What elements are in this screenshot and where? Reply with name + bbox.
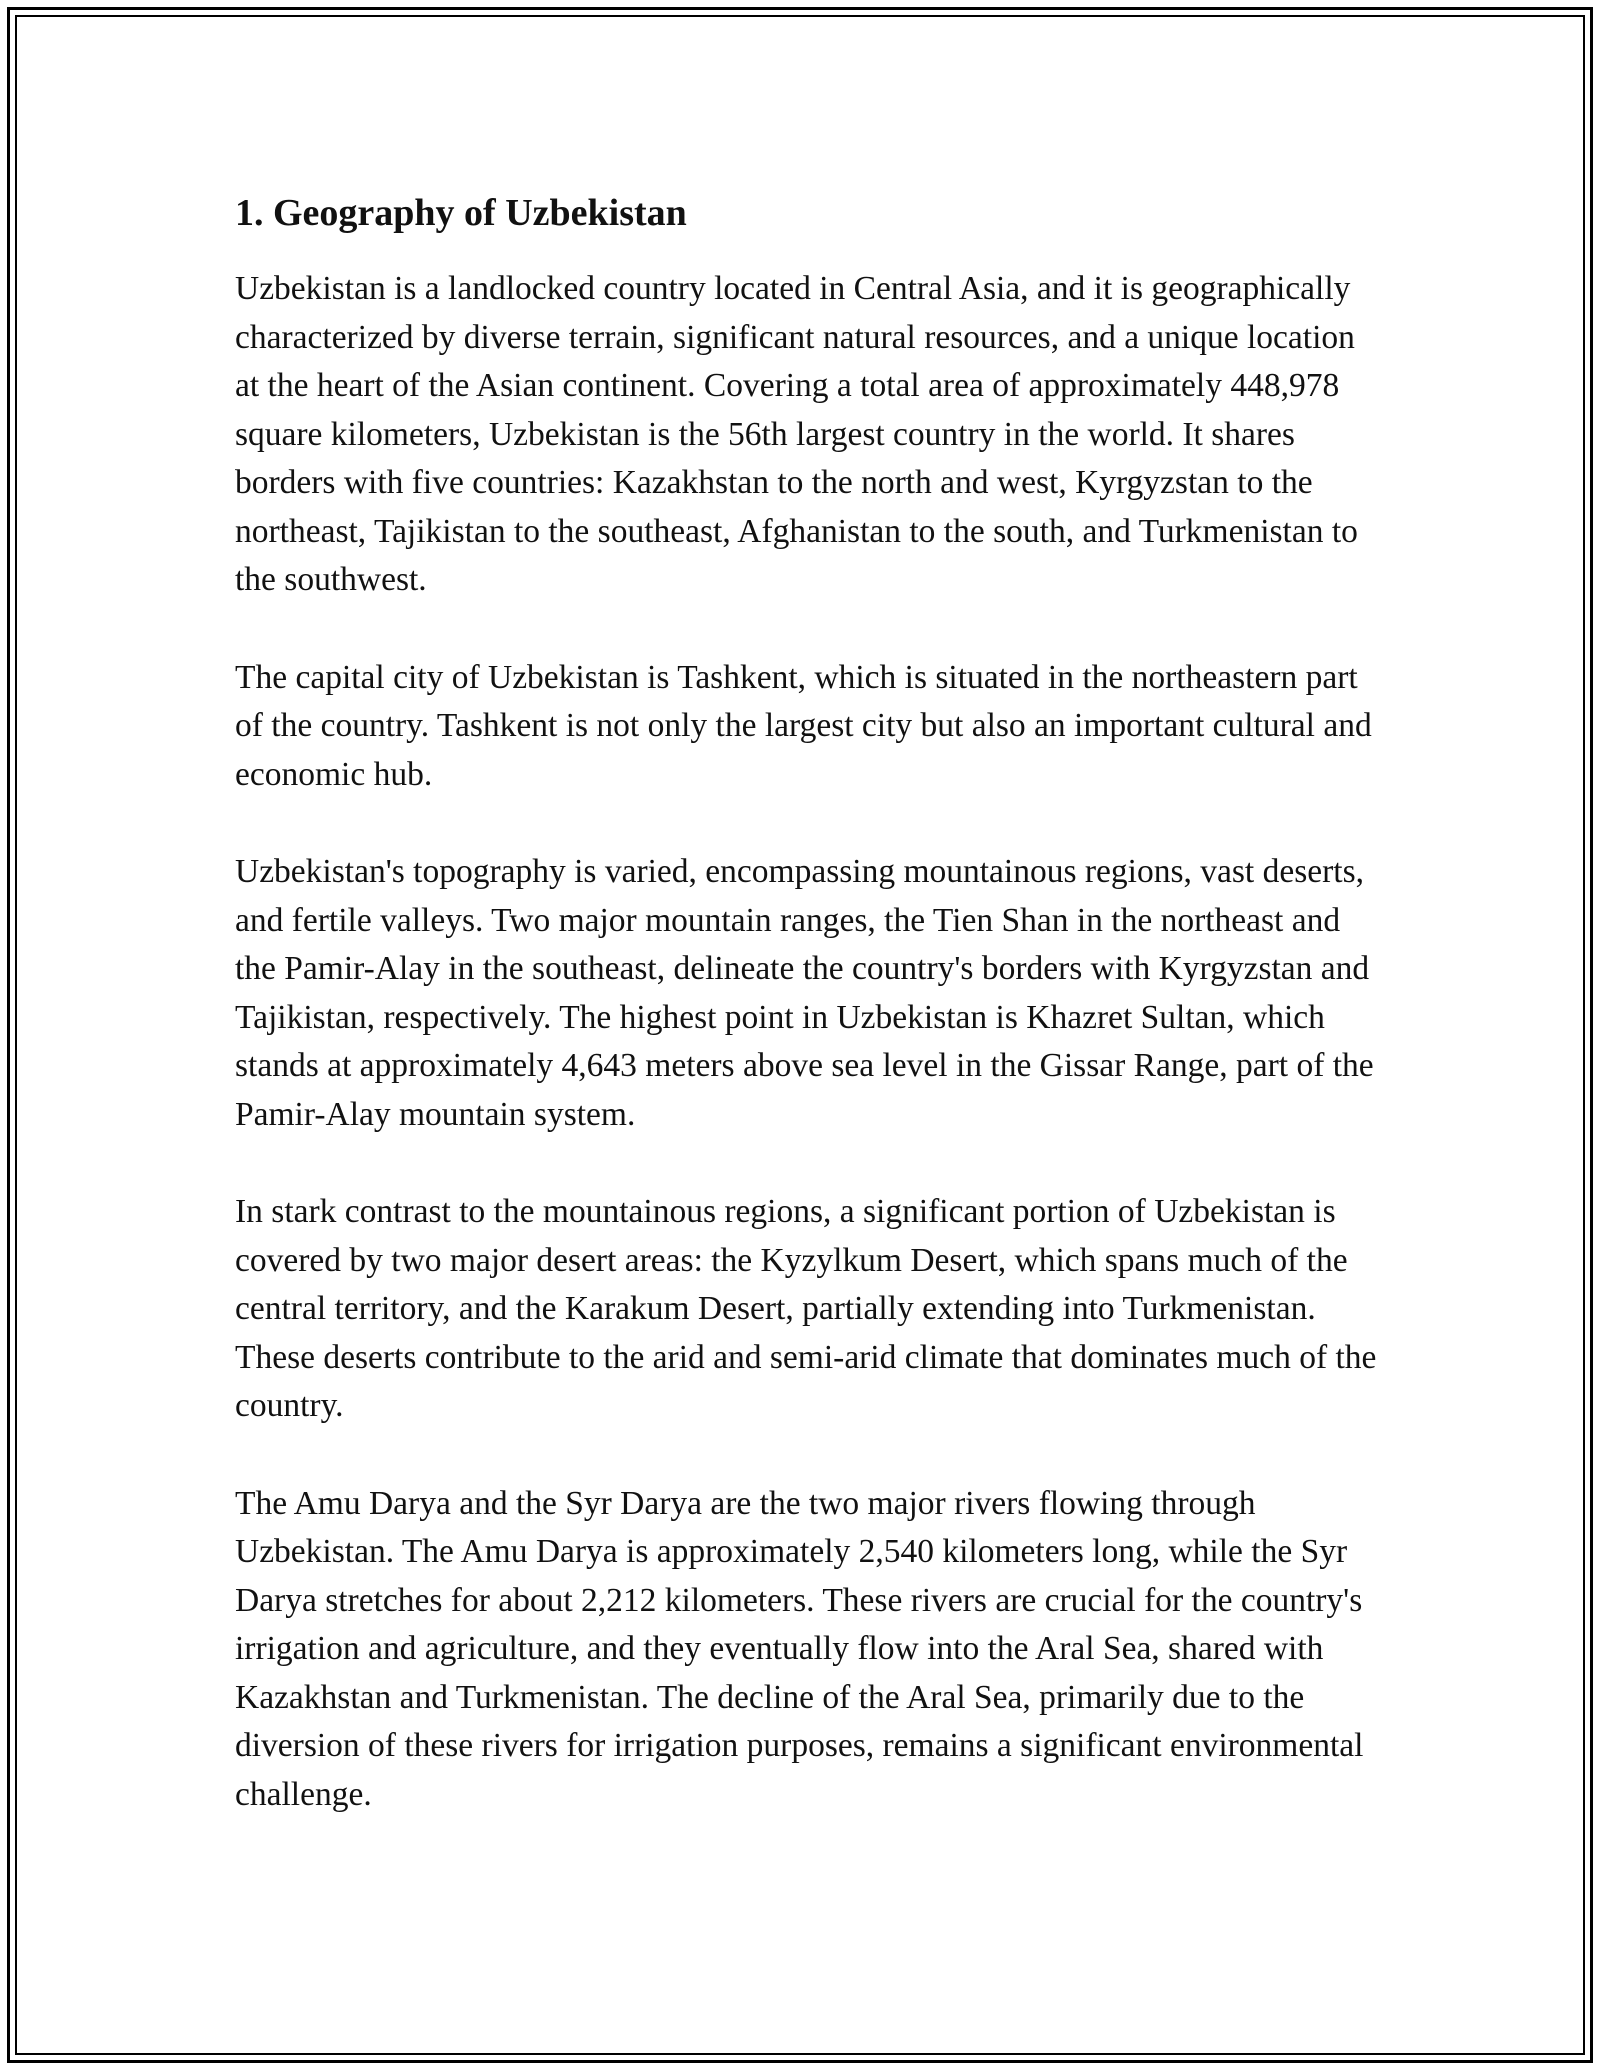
paragraph-overview: Uzbekistan is a landlocked country located in Central Asia, and it is geographically characterized by diverse terrain, significant natural resources, and a unique location at the heart of the Asian continent. Covering a total area of approximately 448,978 square kilometers, Uzbekistan is the 56th largest country in the world. It shares borders with five countries: Kazakhstan to the north and west, Kyrgyzstan to the northeast, Tajikistan to the southeast, Afghanistan to the south, and Turkmenistan to the southwest. (235, 270, 1358, 598)
paragraph-capital: The capital city of Uzbekistan is Tashkent, which is situated in the northeastern part of the country. Tashkent is not only the largest city but also an important cultural and economic hub. (235, 658, 1372, 793)
document-body (235, 183, 1385, 1868)
paragraph-rivers: The Amu Darya and the Syr Darya are the two major rivers flowing through Uzbekistan. The Amu Darya is approximately 2,540 kilometers long, while the Syr Darya stretches for about 2,212 kilometers. These rivers are crucial for the country's irrigation and agriculture, and they eventually flow into the Aral Sea, shared with Kazakhstan and Turkmenistan. The decline of the Aral Sea, primarily due to the diversion of these rivers for irrigation purposes, remains a significant environmental challenge. (235, 1484, 1364, 1813)
section-heading: 1. Geography of Uzbekistan (235, 192, 687, 234)
paragraph-topography: Uzbekistan's topography is varied, encompassing mountainous regions, vast deserts, and fertile valleys. Two major mountain ranges, the Tien Shan in the northeast and the Pamir-Alay in the southeast, delineate the country's borders with Kyrgyzstan and Tajikistan, respectively. The highest point in Uzbekistan is Khazret Sultan, which stands at approximately 4,643 meters above sea level in the Gissar Range, part of the Pamir-Alay mountain system. (235, 853, 1374, 1133)
paragraph-deserts: In stark contrast to the mountainous regions, a significant portion of Uzbekistan is covered by two major desert areas: the Kyzylkum Desert, which spans much of the central territory, and the Karakum Desert, partially extending into Turkmenistan. These deserts contribute to the arid and semi-arid climate that dominates much of the country. (235, 1193, 1377, 1424)
